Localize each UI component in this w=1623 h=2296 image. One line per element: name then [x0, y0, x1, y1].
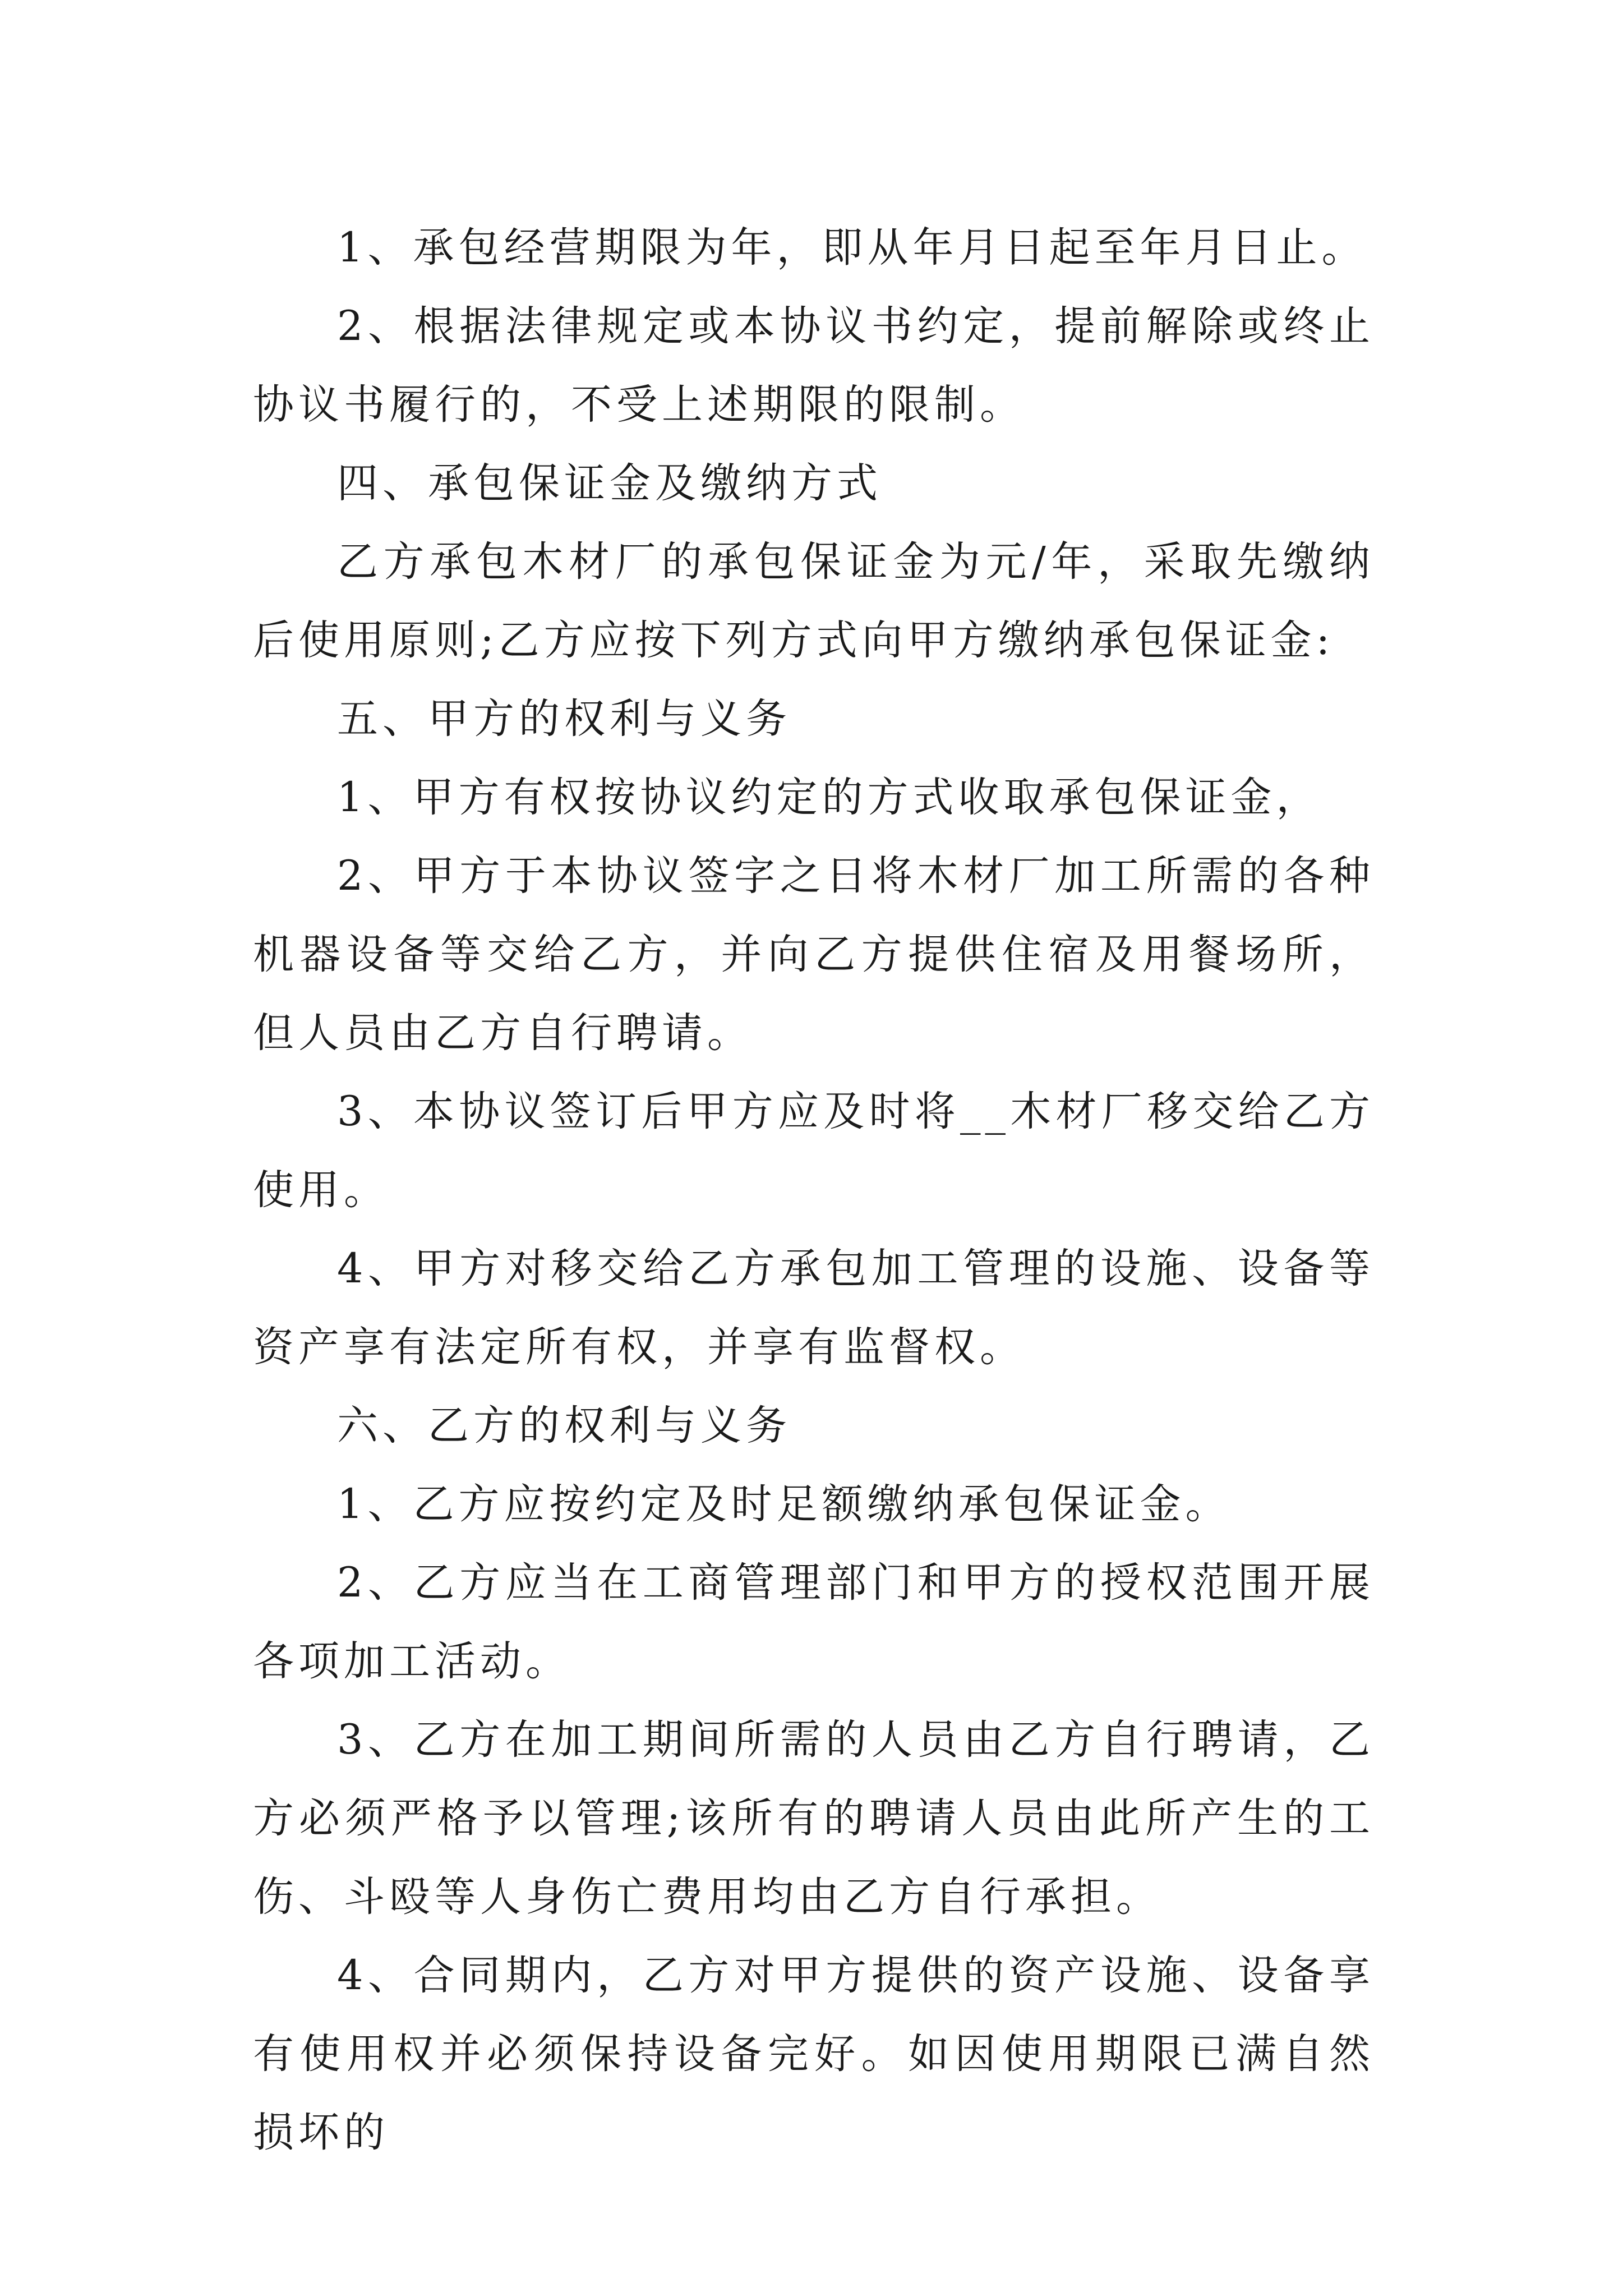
section-heading-deposit: 四、承包保证金及缴纳方式: [337, 459, 882, 507]
party-b-clause-4: 4、合同期内，乙方对甲方提供的资产设施、设备享有使用权并必须保持设备完好。如因使用期限已满自然损坏的: [253, 1952, 1375, 2156]
deposit-clause: 乙方承包木材厂的承包保证金为元/年，采取先缴纳后使用原则;乙方应按下列方式向甲方缴纳承包保证金:: [253, 538, 1375, 664]
party-b-clause-1: 1、乙方应按约定及时足额缴纳承包保证金。: [337, 1480, 1231, 1528]
section-heading-party-a: 五、甲方的权利与义务: [337, 695, 791, 743]
party-a-clause-4: 4、甲方对移交给乙方承包加工管理的设施、设备等资产享有法定所有权，并享有监督权。: [253, 1245, 1375, 1371]
party-a-clause-1: 1、甲方有权按协议约定的方式收取承包保证金，: [337, 774, 1322, 821]
term-clause-1: 1、承包经营期限为年，即从年月日起至年月日止。: [337, 224, 1367, 272]
document-body: [253, 209, 1375, 2172]
section-heading-party-b: 六、乙方的权利与义务: [337, 1402, 791, 1450]
party-b-clause-3: 3、乙方在加工期间所需的人员由乙方自行聘请，乙方必须严格予以管理;该所有的聘请人员由此所产生的工伤、斗殴等人身伤亡费用均由乙方自行承担。: [253, 1716, 1375, 1921]
party-a-clause-2: 2、甲方于本协议签字之日将木材厂加工所需的各种机器设备等交给乙方，并向乙方提供住宿及用餐场所，但人员由乙方自行聘请。: [253, 852, 1375, 1057]
term-clause-2: 2、根据法律规定或本协议书约定，提前解除或终止协议书履行的，不受上述期限的限制。: [253, 302, 1375, 429]
party-b-clause-2: 2、乙方应当在工商管理部门和甲方的授权范围开展各项加工活动。: [253, 1559, 1375, 1685]
party-a-clause-3: 3、本协议签订后甲方应及时将__木材厂移交给乙方使用。: [253, 1088, 1375, 1214]
